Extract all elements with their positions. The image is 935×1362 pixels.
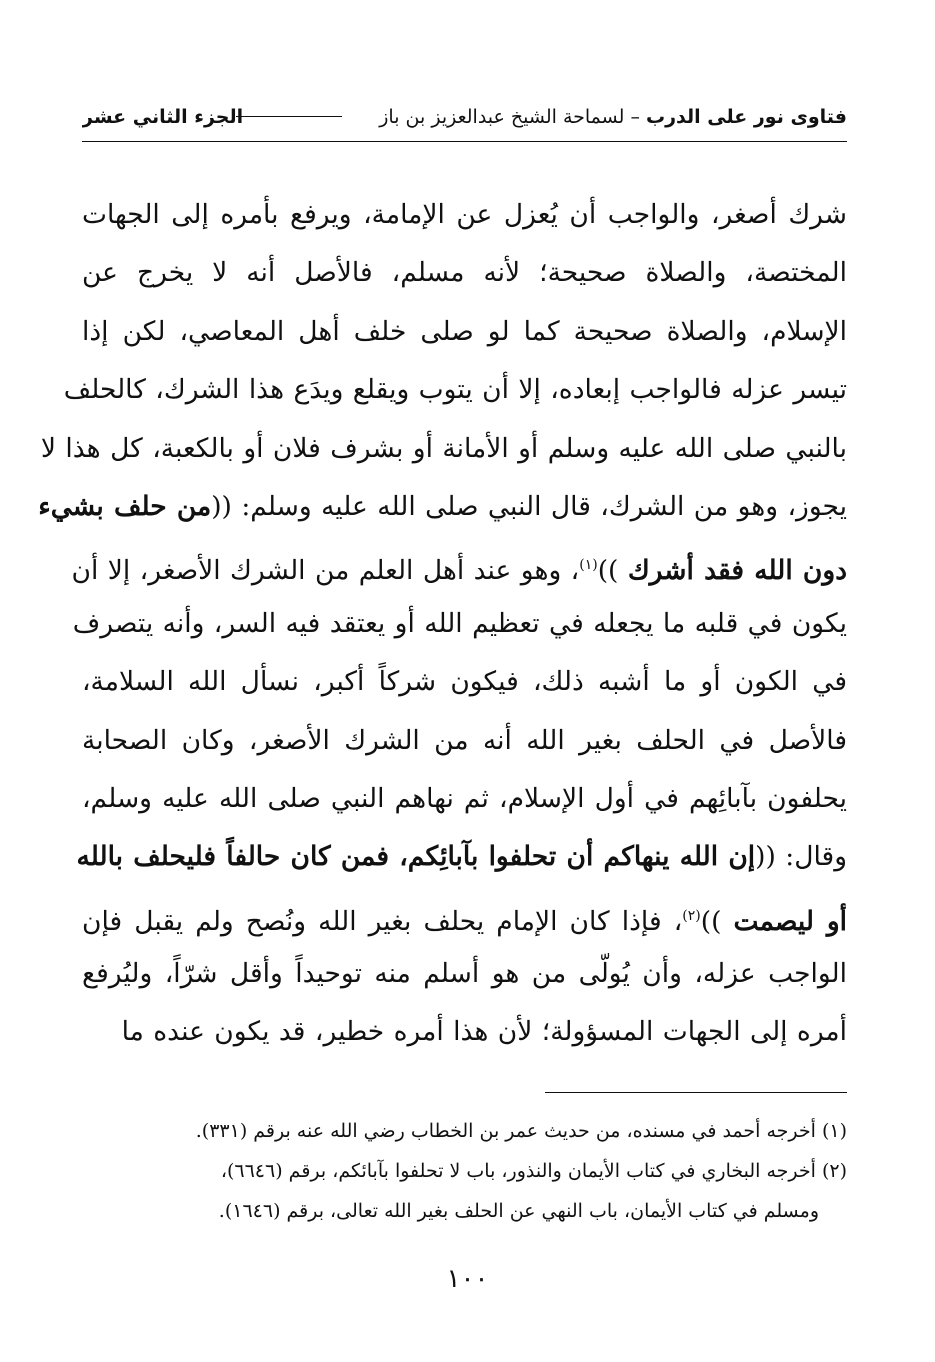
header-book-title: فتاوى نور على الدرب – لسماحة الشيخ عبدالعزيز بن باز [379, 106, 847, 128]
body-line: الإسلام، والصلاة صحيحة كما لو صلى خلف أهل المعاصي، لكن إذا [82, 315, 847, 347]
footnote-2-continuation: ومسلم في كتاب الأيمان، باب النهي عن الحلف بغير الله تعالى، برقم (١٦٤٦). [218, 1200, 819, 1222]
body-line: وقال: ((إن الله ينهاكم أن تحلفوا بآبائِكم، فمن كان حالفاً فليحلف بالله [76, 841, 847, 873]
body-line: بالنبي صلى الله عليه وسلم أو الأمانة أو بشرف فلان أو بالكعبة، كل هذا لا [40, 432, 847, 464]
body-line: شرك أصغر، والواجب أن يُعزل عن الإمامة، ويرفع بأمره إلى الجهات [82, 199, 847, 230]
body-line: أو ليصمت ))$^{(٢)}$، فإذا كان الإمام يحلف بغير الله ونُصح ولم يقبل فإن [82, 905, 847, 937]
footnote-2: (٢) أخرجه البخاري في كتاب الأيمان والنذور، باب لا تحلفوا بآبائكم، برقم (٦٦٤٦)، [220, 1160, 847, 1182]
hadith-text: أو ليصمت [733, 905, 847, 937]
body-line: فالأصل في الحلف بغير الله أنه من الشرك الأصغر، وكان الصحابة [82, 724, 847, 756]
body-line: يكون في قلبه ما يجعله في تعظيم الله أو يعتقد فيه السر، وأنه يتصرف [72, 607, 847, 639]
header-volume: الجزء الثاني عشر [82, 106, 244, 128]
body-line: دون الله فقد أشرك ))$^{(١)}$، وهو عند أهل العلم من الشرك الأصغر، إلا أن [71, 555, 847, 587]
footnotes [82, 1111, 847, 1231]
footnote-separator [545, 1092, 847, 1093]
footnote-1: (١) أخرجه أحمد في مسنده، من حديث عمر بن الخطاب رضي الله عنه برقم (٣٣١). [195, 1120, 847, 1142]
body-line: يجوز، وهو من الشرك، قال النبي صلى الله عليه وسلم: ((من حلف بشيء [38, 490, 847, 522]
hadith-text: إن الله ينهاكم أن تحلفوا بآبائِكم، فمن كان حالفاً فليحلف بالله [76, 841, 756, 873]
body-line: الواجب عزله، وأن يُولّى من هو أسلم منه توحيداً وأقل شرّاً، وليُرفع [82, 958, 847, 990]
body-text [38, 186, 847, 1062]
body-line: أمره إلى الجهات المسؤولة؛ لأن هذا أمره خطير، قد يكون عنده ما [121, 1016, 847, 1048]
running-header [82, 100, 847, 140]
header-dash [236, 116, 342, 117]
footnote-ref: (١) [579, 557, 598, 574]
body-line: يحلفون بآبائِهم في أول الإسلام، ثم نهاهم النبي صلى الله عليه وسلم، [82, 782, 847, 814]
page-number: ١٠٠ [446, 1264, 489, 1294]
body-line: المختصة، والصلاة صحيحة؛ لأنه مسلم، فالأصل أنه لا يخرج عن [82, 257, 847, 289]
hadith-text: دون الله فقد أشرك [627, 555, 847, 587]
body-line: تيسر عزله فالواجب إبعاده، إلا أن يتوب ويقلع ويدَع هذا الشرك، كالحلف [63, 374, 847, 406]
footnote-ref: (٢) [682, 907, 701, 924]
hadith-text: من حلف بشيء [38, 490, 212, 522]
header-rule [82, 141, 847, 142]
body-line: في الكون أو ما أشبه ذلك، فيكون شركاً أكبر، نسأل الله السلامة، [82, 666, 847, 698]
